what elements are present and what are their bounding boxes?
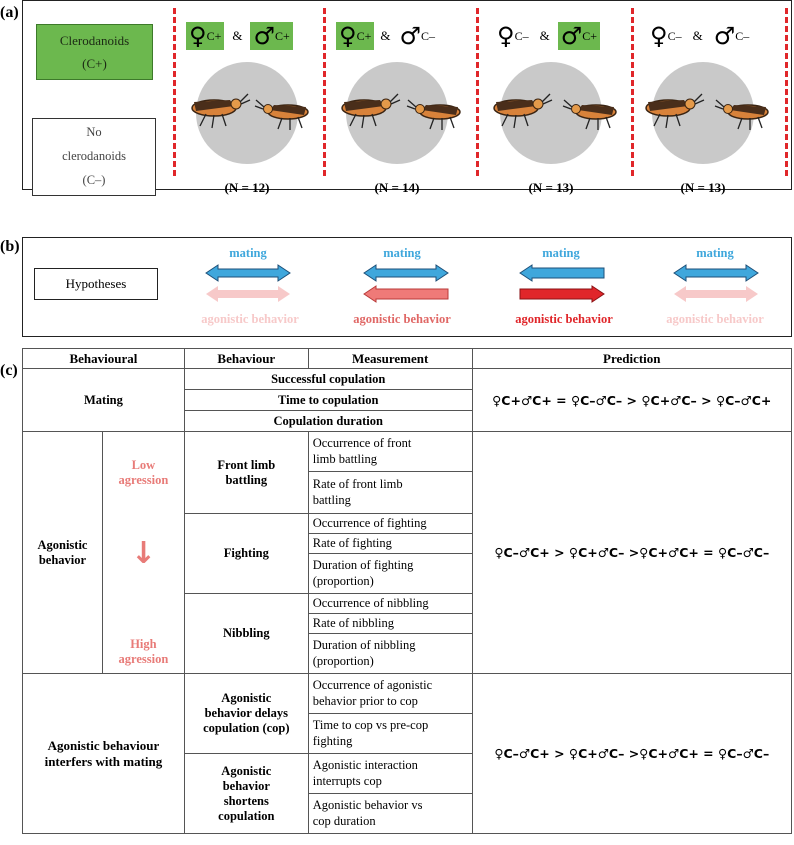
mating-arrow-2 — [364, 265, 448, 281]
front-limb-m2-l1: Rate of front limb — [312, 476, 403, 491]
hypotheses-label: Hypotheses — [65, 276, 127, 291]
mating-arrow-4 — [674, 265, 758, 281]
header-behaviour: Behaviour — [184, 349, 308, 369]
nibbling-measure-3 — [308, 634, 472, 674]
mating-measure-2: Time to copulation — [184, 390, 472, 411]
nibbling-behaviour: Nibbling — [184, 594, 308, 674]
sample-size-4: (N = 13) — [680, 180, 726, 195]
mating-label-2: mating — [383, 246, 421, 260]
delay-behaviour — [184, 674, 308, 754]
mating-category: Mating — [23, 369, 185, 432]
male-icon: ♂ — [253, 22, 275, 50]
front-limb-m1-l1: Occurrence of front — [312, 435, 412, 450]
header-prediction: Prediction — [472, 349, 791, 369]
low-aggression-line2: agression — [118, 472, 169, 487]
agonistic-arrow-2 — [364, 286, 448, 302]
male-icon: ♂ — [713, 22, 736, 50]
interfere-line2: interfers with mating — [44, 753, 163, 769]
prediction-table — [22, 348, 792, 834]
treatment-4-male-code: C– — [735, 28, 750, 43]
treatment-2-female-code: C+ — [356, 28, 372, 43]
delay-l2: behavior delays — [204, 706, 289, 720]
nibbling-m3-l2: (proportion) — [312, 653, 374, 668]
treatment-1-female-code: C+ — [206, 28, 222, 43]
female-icon: ♀ — [650, 22, 668, 50]
mating-arrow-3 — [520, 265, 604, 281]
female-icon: ♀ — [339, 22, 357, 50]
interfere-prediction: ♀C–♂C+ > ♀C+♂C– >♀C+♂C+ = ♀C–♂C– — [472, 674, 791, 834]
agonistic-label-3: agonistic behavior — [515, 312, 613, 326]
agonistic-label-4: agonistic behavior — [666, 312, 764, 326]
treatment-2-male-code: C– — [421, 28, 436, 43]
agonistic-label-1: agonistic behavior — [201, 312, 299, 326]
agonistic-prediction: ♀C–♂C+ > ♀C+♂C– >♀C+♂C+ = ♀C–♂C– — [472, 432, 791, 674]
nibbling-measure-2: Rate of nibbling — [308, 614, 472, 634]
mating-measure-1: Successful copulation — [184, 369, 472, 390]
shorten-m1-l2: interrupts cop — [312, 773, 382, 788]
treatment-3-male-code: C+ — [582, 28, 598, 43]
shorten-l2: behavior — [222, 778, 270, 793]
front-limb-m2-l2: battling — [312, 492, 351, 507]
shorten-m2-l2: cop duration — [312, 813, 376, 828]
ampersand: & — [539, 28, 550, 43]
front-limb-line2: battling — [225, 472, 268, 487]
treatment-4-female-code: C– — [667, 28, 682, 43]
front-limb-battling — [184, 432, 308, 514]
shorten-measure-2 — [308, 794, 472, 834]
front-limb-line1: Front limb — [217, 457, 276, 472]
male-icon: ♂ — [560, 22, 583, 50]
legend-clerodanoids-code: (C+) — [82, 56, 107, 71]
delay-measure-2 — [308, 714, 472, 754]
mating-prediction: ♀C+♂C+ = ♀C–♂C– > ♀C+♂C– > ♀C–♂C+ — [472, 369, 791, 432]
panel-label-b: (b) — [0, 238, 20, 255]
delay-m1-l1: Occurrence of agonistic — [312, 677, 433, 692]
sample-size-1: (N = 12) — [224, 180, 270, 195]
arrow-down-icon: ↓ — [130, 536, 156, 571]
fighting-measure-3 — [308, 554, 472, 594]
legend-clerodanoids-label: Clerodanoids — [59, 32, 130, 48]
interfere-line1: Agonistic behaviour — [47, 737, 160, 753]
mating-measure-3: Copulation duration — [184, 411, 472, 432]
ampersand: & — [380, 28, 391, 43]
delay-m1-l2: behavior prior to cop — [312, 693, 418, 708]
high-aggression-line2: agression — [118, 652, 169, 666]
fighting-behaviour: Fighting — [184, 514, 308, 594]
male-icon: ♂ — [399, 22, 421, 50]
legend-none-line3: (C–) — [82, 172, 106, 187]
nibbling-measure-1: Occurrence of nibbling — [308, 594, 472, 614]
ampersand: & — [692, 28, 703, 43]
female-icon: ♀ — [497, 22, 515, 50]
delay-m2-l1: Time to cop vs pre-cop — [312, 717, 429, 732]
header-measurement: Measurement — [308, 349, 472, 369]
nibbling-m3-l1: Duration of nibbling — [312, 637, 416, 652]
fighting-m3-l1: Duration of fighting — [312, 557, 414, 572]
agonistic-label-line1: Agonistic — [37, 537, 88, 552]
female-icon: ♀ — [189, 22, 207, 50]
shorten-measure-1 — [308, 754, 472, 794]
hypothesis-arrows — [0, 0, 794, 340]
delay-measure-1 — [308, 674, 472, 714]
front-limb-measure-2 — [308, 472, 472, 514]
ampersand: & — [232, 28, 243, 43]
front-limb-m1-l2: limb battling — [312, 451, 377, 466]
mating-label-1: mating — [229, 246, 267, 260]
interfere-category — [23, 674, 185, 834]
legend-none-line2: clerodanoids — [62, 149, 126, 164]
delay-l3: copulation (cop) — [203, 721, 290, 735]
treatment-3-female-code: C– — [514, 28, 529, 43]
agonistic-label-line2: behavior — [38, 552, 87, 567]
shorten-m2-l1: Agonistic behavior vs — [312, 797, 423, 812]
fighting-measure-2: Rate of fighting — [308, 534, 472, 554]
agonistic-arrow-4 — [674, 286, 758, 302]
sample-size-2: (N = 14) — [374, 180, 420, 195]
shorten-behaviour — [184, 754, 308, 834]
low-aggression-label — [102, 432, 184, 514]
agonistic-arrow-1 — [206, 286, 290, 302]
delay-m2-l2: fighting — [312, 733, 353, 748]
agonistic-arrow-3 — [520, 286, 604, 302]
treatment-1-male-code: C+ — [275, 28, 290, 43]
mating-arrow-1 — [206, 265, 290, 281]
fighting-m3-l2: (proportion) — [312, 573, 374, 588]
high-aggression-label — [102, 594, 184, 674]
shorten-l4: copulation — [218, 808, 275, 823]
mating-label-4: mating — [696, 246, 734, 260]
header-behavioural: Behavioural — [23, 349, 185, 369]
sample-size-3: (N = 13) — [528, 180, 574, 195]
panel-label-a: (a) — [0, 4, 19, 21]
low-aggression-line1: Low — [131, 457, 156, 472]
delay-l1: Agonistic — [221, 691, 272, 705]
shorten-l1: Agonistic — [221, 763, 272, 778]
shorten-l3: shortens — [223, 793, 269, 808]
mating-label-3: mating — [542, 246, 580, 260]
shorten-m1-l1: Agonistic interaction — [312, 757, 418, 772]
fighting-measure-1: Occurrence of fighting — [308, 514, 472, 534]
panel-label-c: (c) — [0, 362, 18, 379]
agonistic-label-2: agonistic behavior — [353, 312, 451, 326]
front-limb-measure-1 — [308, 432, 472, 472]
agonistic-category — [23, 432, 103, 674]
high-aggression-line1: High — [130, 637, 157, 651]
legend-none-line1: No — [86, 125, 102, 140]
aggression-gradient-arrow — [102, 514, 184, 594]
